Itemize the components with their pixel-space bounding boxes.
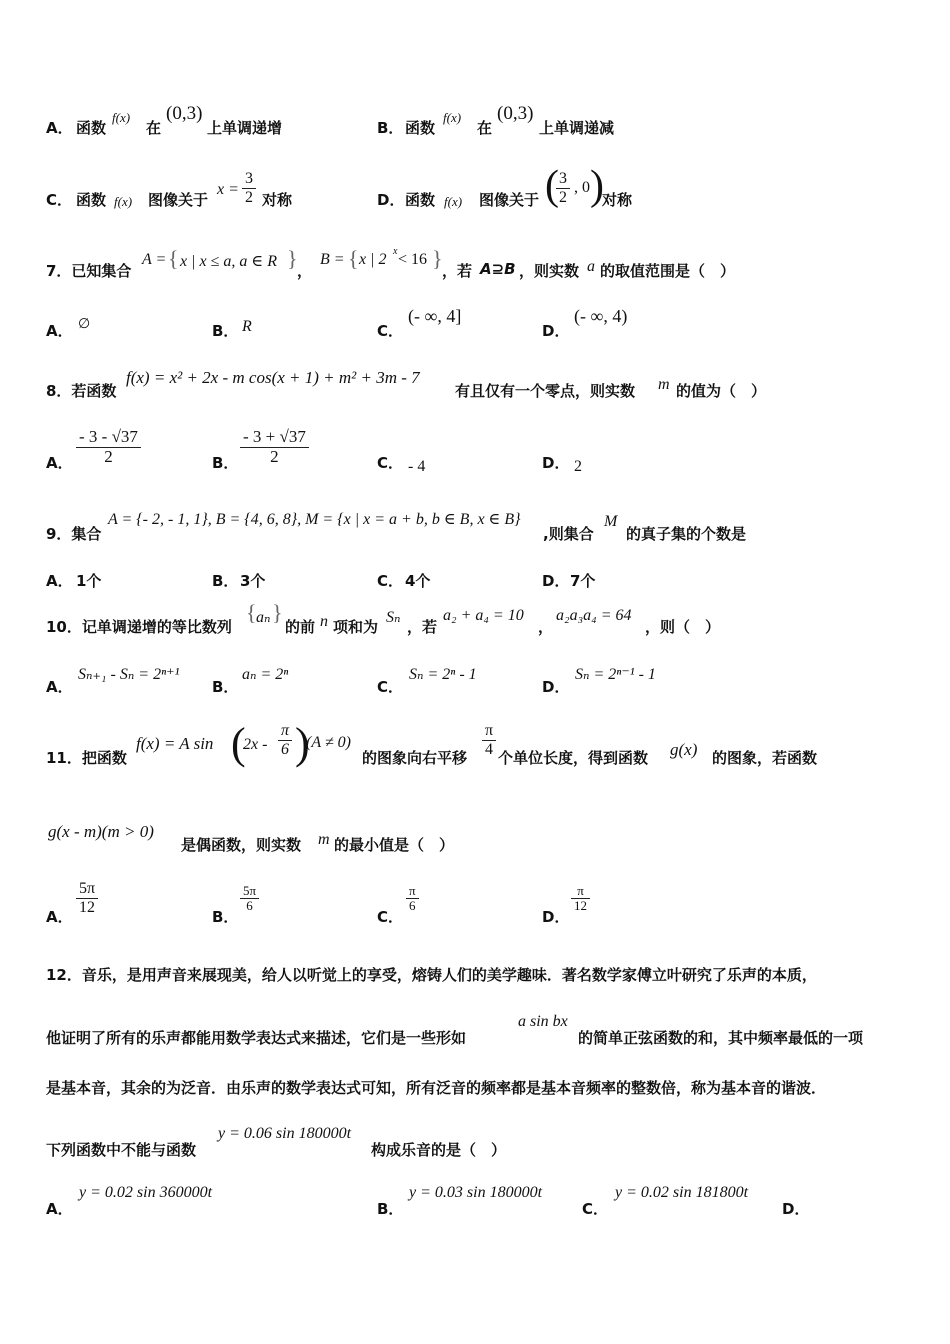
fraction: $\frac{\pi}{6}$ bbox=[406, 884, 419, 914]
fraction: $\frac{5\pi}{12}$ bbox=[76, 880, 98, 916]
right-paren: ) bbox=[590, 163, 604, 209]
left-paren: ( bbox=[231, 719, 246, 768]
fraction: $\frac{- 3 - √37}{2}$ bbox=[76, 428, 141, 466]
right-paren: ) bbox=[295, 719, 310, 768]
fraction: $\frac{3}{2}$ bbox=[556, 170, 570, 206]
fraction: $\frac{3}{2}$ bbox=[242, 170, 256, 206]
fraction: $\frac{- 3 + √37}{2}$ bbox=[240, 428, 309, 466]
fraction: $\frac{\pi}{6}$ bbox=[278, 722, 292, 758]
left-paren: ( bbox=[545, 163, 559, 209]
fraction: $\frac{\pi}{12}$ bbox=[571, 884, 590, 914]
fraction: $\frac{\pi}{4}$ bbox=[482, 722, 496, 758]
fraction: $\frac{5\pi}{6}$ bbox=[240, 884, 259, 914]
